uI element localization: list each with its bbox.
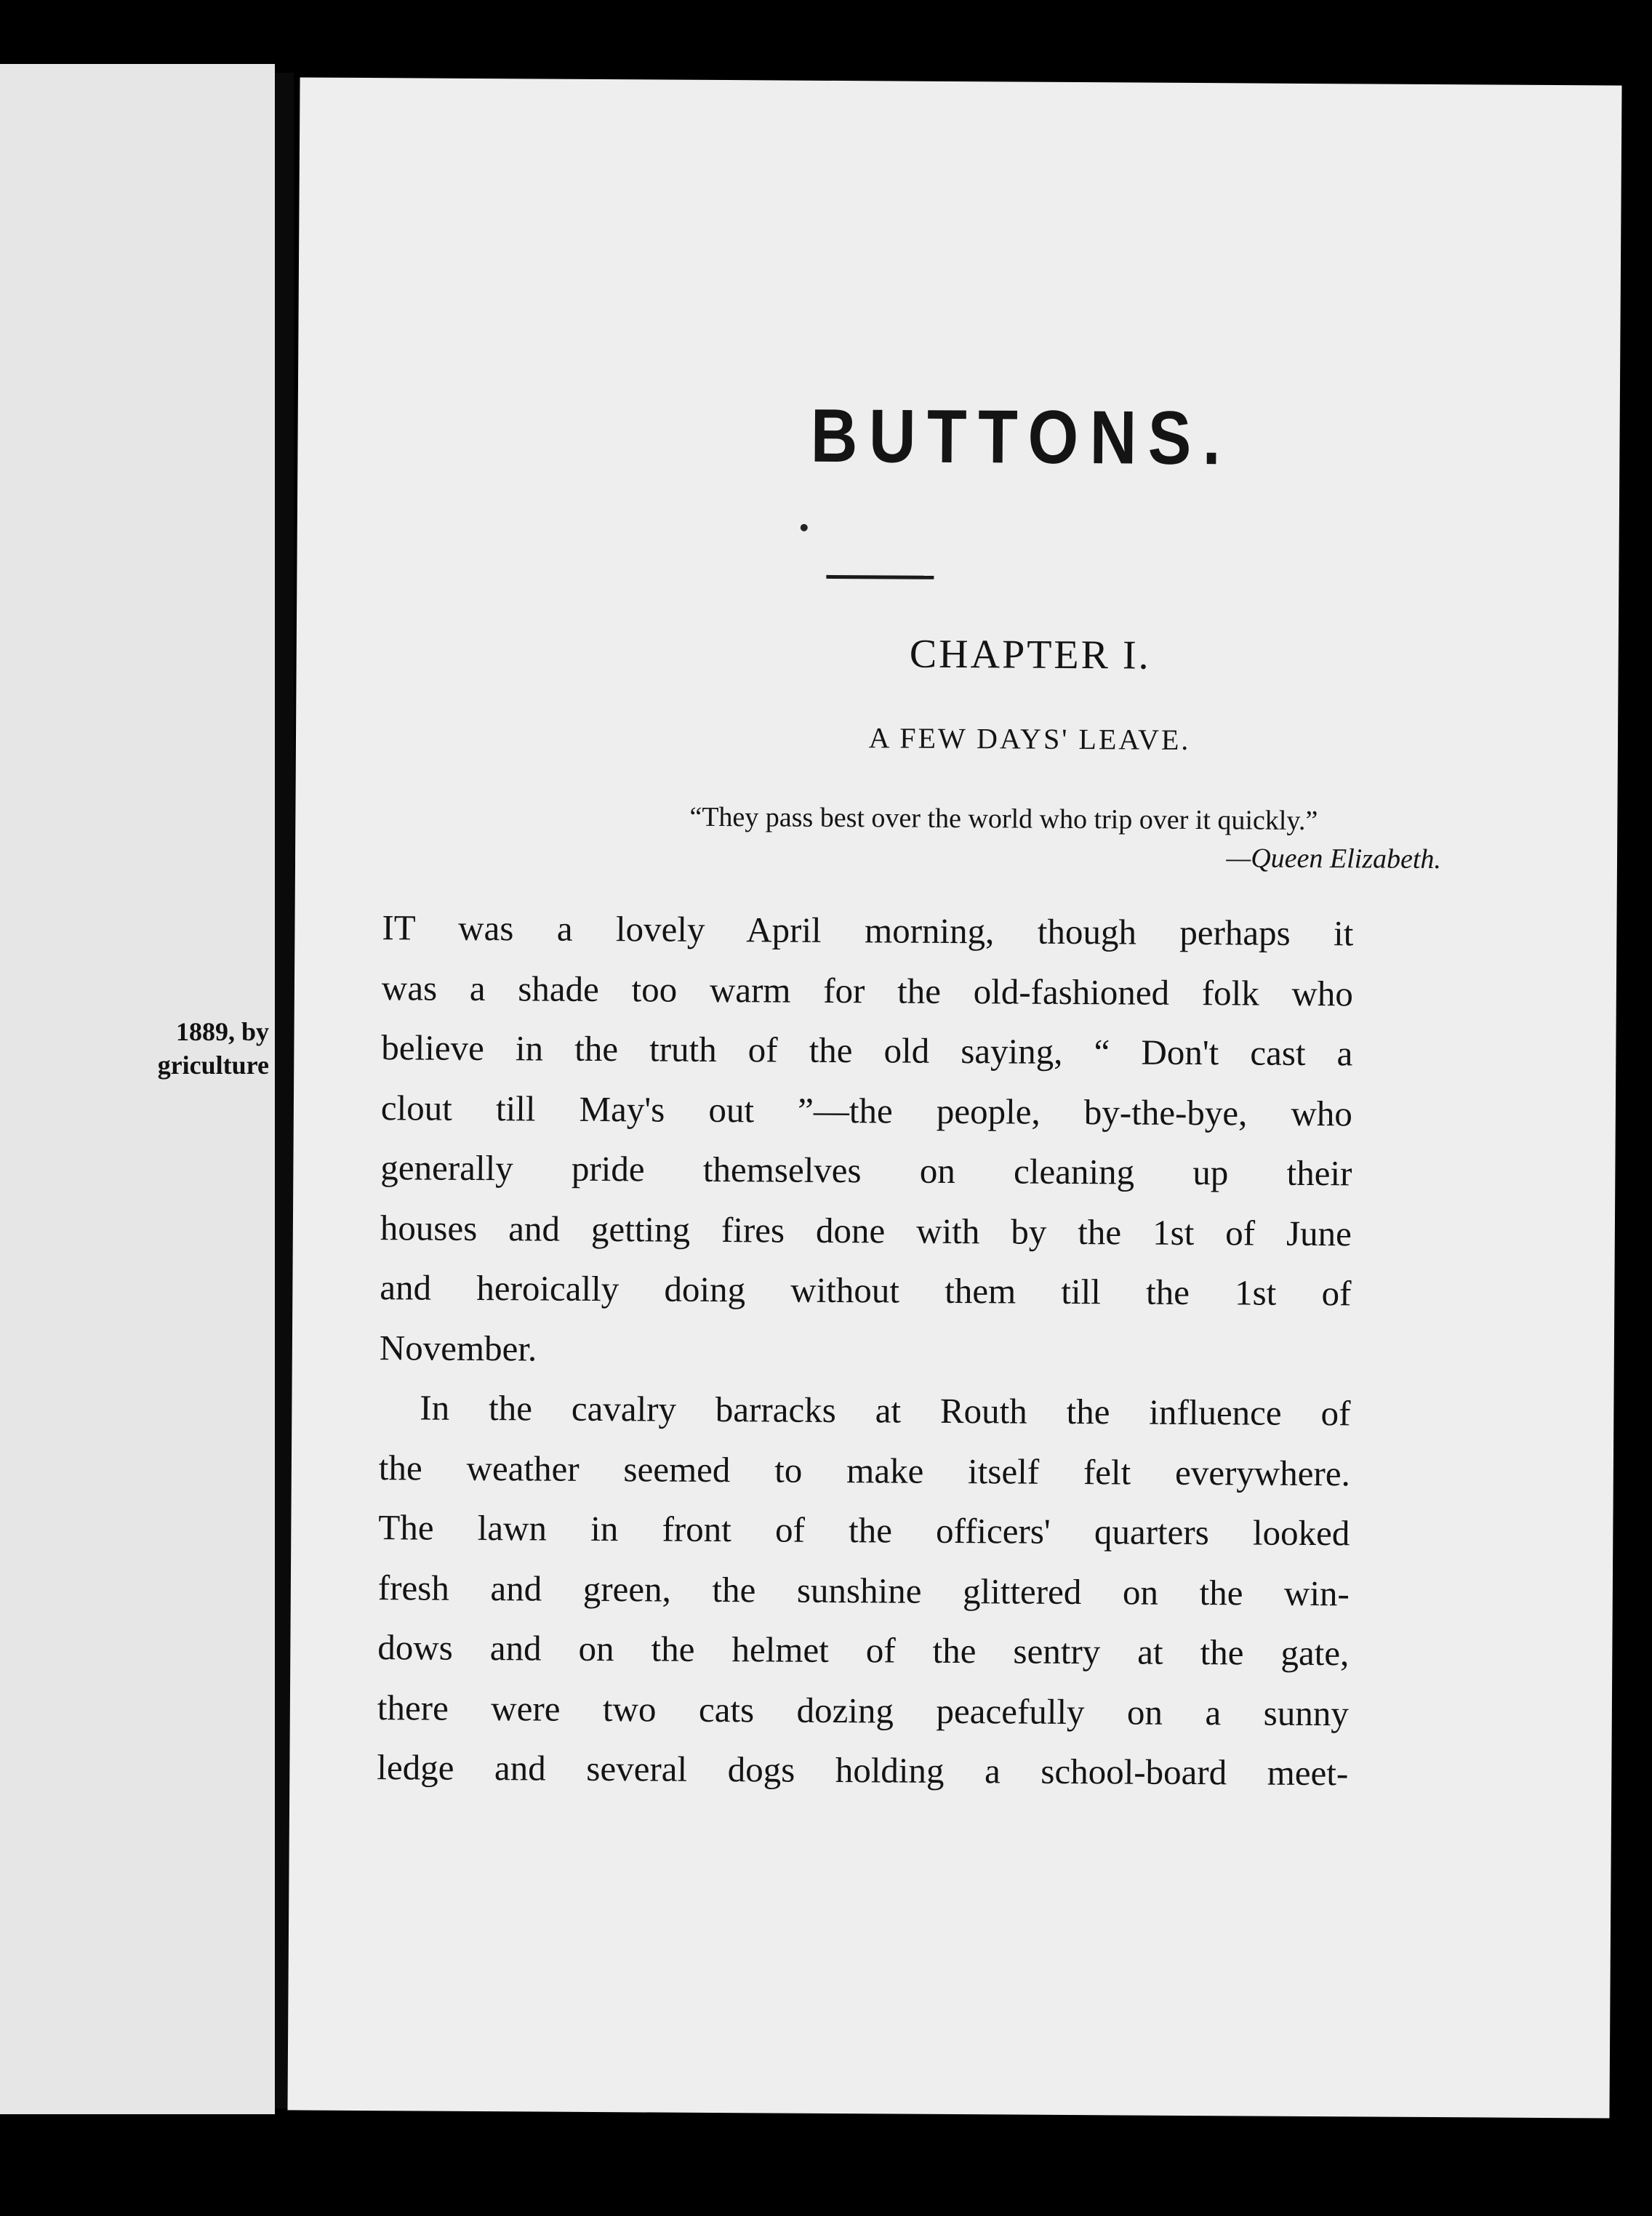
text-line: fresh and green, the sunshine glittered on the win- xyxy=(377,1567,1350,1613)
text-line: November. xyxy=(379,1327,537,1368)
text-line: clout till May's out ”—the people, by-the-bye, who xyxy=(380,1087,1353,1133)
text-line: In the cavalry barracks at Routh the influence of xyxy=(420,1387,1351,1434)
epigraph-attribution: —Queen Elizabeth. xyxy=(1226,843,1442,875)
text-line: was a shade too warm for the old-fashioned folk who xyxy=(381,967,1354,1013)
book-title: BUTTONS. xyxy=(810,393,1232,481)
text-line: IT was a lovely April morning, though perhaps it xyxy=(382,907,1354,954)
text-line: believe in the truth of the old saying, “ Don't cast a xyxy=(381,1027,1353,1074)
facing-page-text-fragment xyxy=(158,1015,269,1082)
facing-page-line-1: 1889, by xyxy=(175,1017,269,1046)
body-text xyxy=(377,898,1354,1804)
text-line: generally pride themselves on cleaning up their xyxy=(380,1147,1352,1194)
chapter-heading: CHAPTER I. xyxy=(909,631,1151,678)
book-page xyxy=(287,77,1621,2118)
epigraph xyxy=(467,797,1442,878)
facing-page-line-2: griculture xyxy=(157,1051,269,1080)
text-line: houses and getting fires done with by the 1st of June xyxy=(380,1207,1352,1253)
epigraph-quote: “They pass best over the world who trip over it quickly.” xyxy=(689,801,1318,837)
chapter-subtitle: A FEW DAYS' LEAVE. xyxy=(868,721,1191,756)
text-line: ledge and several dogs holding a school-board meet- xyxy=(377,1747,1349,1794)
text-line: and heroically doing without them till the 1st of xyxy=(380,1267,1352,1314)
title-rule xyxy=(826,575,934,579)
text-line: the weather seemed to make itself felt everywhere. xyxy=(378,1447,1351,1493)
text-line: dows and on the helmet of the sentry at the gate, xyxy=(377,1627,1350,1674)
text-line: there were two cats dozing peacefully on a sunny xyxy=(377,1687,1350,1733)
title-ornament-dot xyxy=(801,524,808,531)
text-line: The lawn in front of the officers' quarters looked xyxy=(378,1507,1350,1554)
paragraph-1 xyxy=(380,898,1354,1384)
paragraph-2 xyxy=(377,1378,1351,1804)
facing-page xyxy=(0,64,275,2114)
